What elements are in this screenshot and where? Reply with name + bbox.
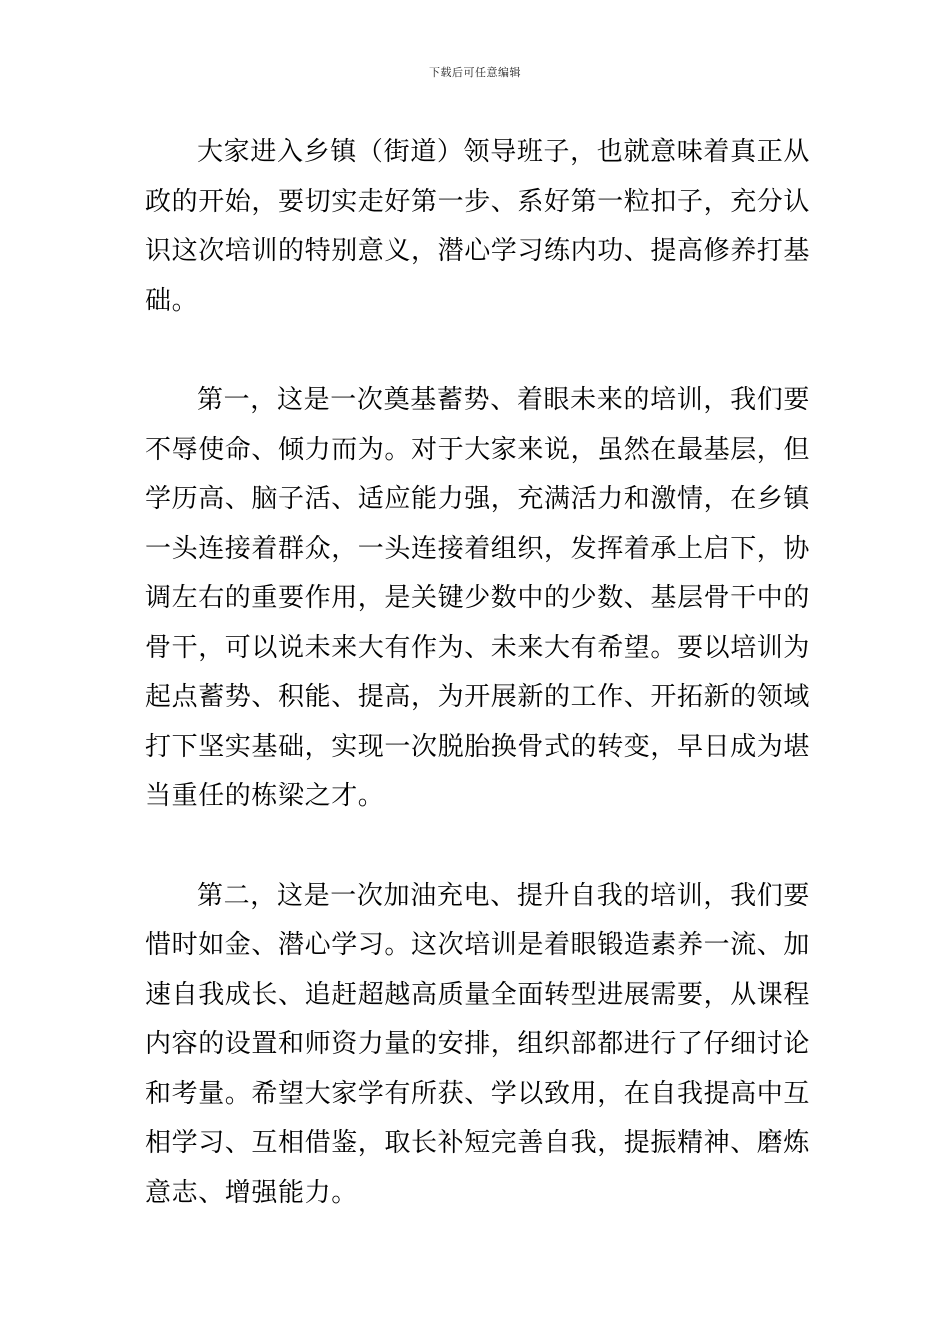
paragraph-first-point: 第一，这是一次奠基蓄势、着眼未来的培训，我们要不辱使命、倾力而为。对于大家来说，虽然在最基层，但学历高、脑子活、适应能力强，充满活力和激情，在乡镇一头连接着群众，一头连接着组织，发挥着承上启下，协调左右的重要作用，是关键少数中的少数、基层骨干中的骨干，可以说未来大有作为、未来大有希望。要以培训为起点蓄势、积能、提高，为开展新的工作、开拓新的领域打下坚实基础，实现一次脱胎换骨式的转变，早日成为堪当重任的栋梁之才。 [145, 385, 811, 811]
header-note: 下载后可任意编辑 [429, 66, 521, 79]
document-body [145, 128, 810, 1218]
paragraph-intro: 大家进入乡镇（街道）领导班子，也就意味着真正从政的开始，要切实走好第一步、系好第一粒扣子，充分认识这次培训的特别意义，潜心学习练内功、提高修养打基础。 [145, 137, 811, 316]
paragraph-second-point: 第二，这是一次加油充电、提升自我的培训，我们要惜时如金、潜心学习。这次培训是着眼锻造素养一流、加速自我成长、追赶超越高质量全面转型进展需要，从课程内容的设置和师资力量的安排，组织部都进行了仔细讨论和考量。希望大家学有所获、学以致用，在自我提高中互相学习、互相借鉴，取长补短完善自我，提振精神、磨炼意志、增强能力。 [145, 880, 811, 1208]
